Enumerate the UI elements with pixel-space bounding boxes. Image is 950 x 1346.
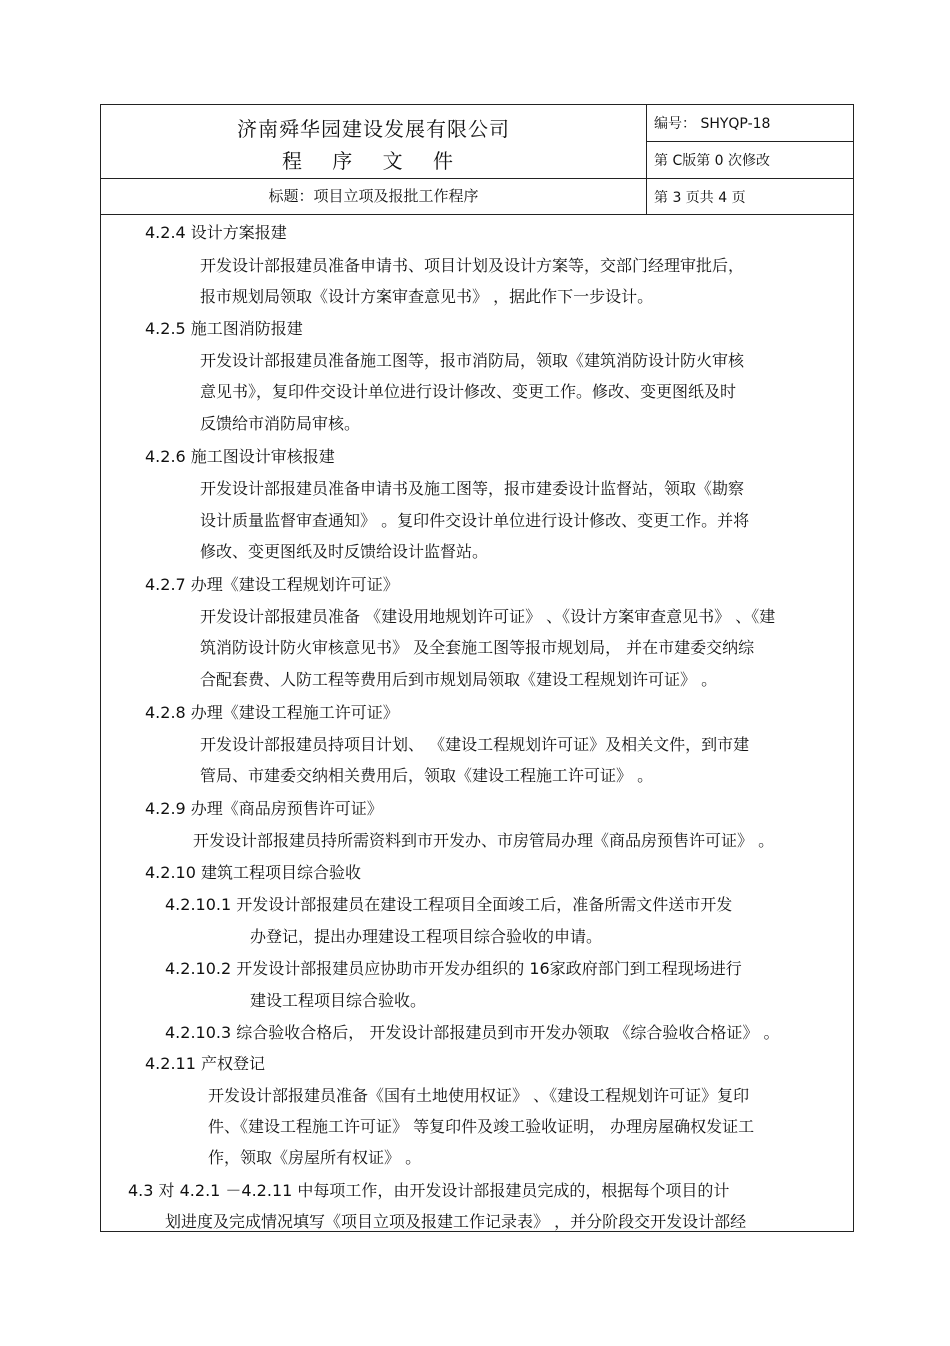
document-title: 标题：项目立项及报批工作程序 [268,187,479,205]
body-line: 开发设计部报建员准备《国有土地使用权证》 、《建设工程规划许可证》复印 [208,1086,750,1105]
section-heading: 4.2.5 施工图消防报建 [145,319,303,338]
body-line: 划进度及完成情况填写《项目立项及报建工作记录表》 ，并分阶段交开发设计部经 [165,1212,747,1231]
body-line: 作，领取《房屋所有权证》 。 [208,1148,422,1167]
section-heading: 4.2.8 办理《建设工程施工许可证》 [145,703,399,722]
body-line: 开发设计部报建员准备申请书及施工图等，报市建委设计监督站，领取《勘察 [200,479,745,498]
body-line: 筑消防设计防火审核意见书》 及全套施工图等报市规划局， 并在市建委交纳综 [200,638,755,657]
section-heading: 4.3 对 4.2.1 －4.2.11 中每项工作，由开发设计部报建员完成的，根据每个项目的计 [128,1181,730,1200]
body-line: 反馈给市消防局审核。 [200,414,361,433]
document-type: 程 序 文 件 [281,149,466,173]
company-name: 济南舜华园建设发展有限公司 [237,117,510,141]
body-line: 开发设计部报建员准备申请书、项目计划及设计方案等，交部门经理审批后， [200,256,745,275]
subsection-line: 4.2.10.1 开发设计部报建员在建设工程项目全面竣工后，准备所需文件送市开发 [165,895,733,914]
body-line: 设计质量监督审查通知》 。复印件交设计单位进行设计修改、变更工作。并将 [200,511,750,530]
page-info: 第 3 页共 4 页 [654,190,746,206]
body-line: 修改、变更图纸及时反馈给设计监督站。 [200,542,489,561]
section-heading: 4.2.7 办理《建设工程规划许可证》 [145,575,399,594]
body-line: 合配套费、人防工程等费用后到市规划局领取《建设工程规划许可证》 。 [200,670,718,689]
section-heading: 4.2.11 产权登记 [145,1054,265,1073]
body-line: 建设工程项目综合验收。 [250,991,427,1010]
body-line: 报市规划局领取《设计方案审查意见书》 ，据此作下一步设计。 [200,287,654,306]
body-line: 开发设计部报建员准备施工图等，报市消防局，领取《建筑消防设计防火审核 [200,351,745,370]
body-line: 开发设计部报建员持项目计划、 《建设工程规划许可证》及相关文件，到市建 [200,735,750,754]
body-line: 办登记，提出办理建设工程项目综合验收的申请。 [250,927,603,946]
document-code: 编号： SHYQP-18 [654,116,771,132]
revision-info: 第 C版第 0 次修改 [654,153,771,169]
subsection-line: 4.2.10.2 开发设计部报建员应协助市开发办组织的 16家政府部门到工程现场进行 [165,959,742,978]
subsection-line: 4.2.10.3 综合验收合格后， 开发设计部报建员到市开发办领取 《综合验收合格证》 。 [165,1023,780,1042]
section-heading: 4.2.10 建筑工程项目综合验收 [145,863,361,882]
body-line: 件、《建设工程施工许可证》 等复印件及竣工验收证明， 办理房屋确权发证工 [208,1117,755,1136]
body-line: 开发设计部报建员持所需资料到市开发办、市房管局办理《商品房预售许可证》 。 [193,831,775,850]
section-heading: 4.2.4 设计方案报建 [145,223,287,242]
body-line: 管局、市建委交纳相关费用后，领取《建设工程施工许可证》 。 [200,766,654,785]
section-heading: 4.2.9 办理《商品房预售许可证》 [145,799,383,818]
body-line: 开发设计部报建员准备 《建设用地规划许可证》 、《设计方案审查意见书》 、《建 [200,607,776,626]
section-heading: 4.2.6 施工图设计审核报建 [145,447,335,466]
body-line: 意见书》，复印件交设计单位进行设计修改、变更工作。修改、变更图纸及时 [200,382,737,401]
